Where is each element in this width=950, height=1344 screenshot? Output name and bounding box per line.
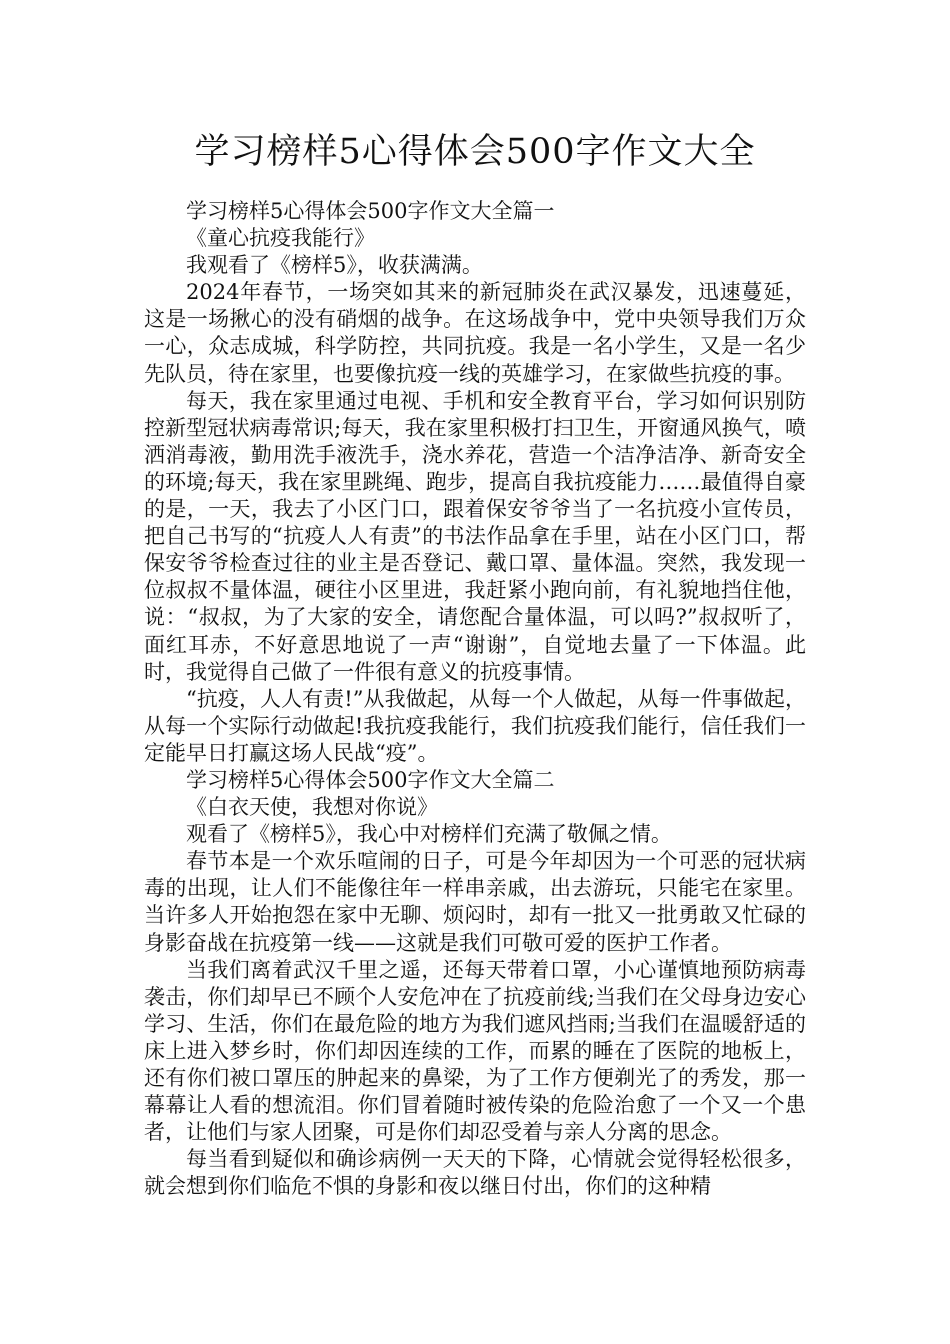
paragraph: 2024年春节，一场突如其来的新冠肺炎在武汉暴发，迅速蔓延，这是一场揪心的没有硝烟的战争。在这场战争中，党中央领导我们万众一心，众志成城，科学防控，共同抗疫。我是一名小学生，又是一名少先队员，待在家里，也要像抗疫一线的英雄学习，在家做些抗疫的事。 xyxy=(144,280,806,386)
paragraph: “抗疫，人人有责!”从我做起，从每一个人做起，从每一件事做起，从每一个实际行动做起!我抗疫我能行，我们抗疫我们能行，信任我们一定能早日打赢这场人民战“疫”。 xyxy=(144,686,806,765)
essay-title-1: 《童心抗疫我能行》 xyxy=(186,226,375,251)
paragraph: 每天，我在家里通过电视、手机和安全教育平台，学习如何识别防控新型冠状病毒常识;每天，我在家里积极打扫卫生，开窗通风换气，喷洒消毒液，勤用洗手液洗手，浇水养花，营造一个洁净洁净、新奇安全的环境;每天，我在家里跳绳、跑步，提高自我抗疫能力……最值得自豪的是，一天，我去了小区门口，跟着保安爷爷当了一名抗疫小宣传员，把自己书写的“抗疫人人有责”的书法作品拿在手里，站在小区门口，帮保安爷爷检查过往的业主是否登记、戴口罩、量体温。突然，我发现一位叔叔不量体温，硬往小区里进，我赶紧小跑向前，有礼貌地挡住他，说：“叔叔，为了大家的安全，请您配合量体温，可以吗?”叔叔听了，面红耳赤，不好意思地说了一声“谢谢”，自觉地去量了一下体温。此时，我觉得自己做了一件很有意义的抗疫事情。 xyxy=(144,388,806,684)
paragraph: 每当看到疑似和确诊病例一天天的下降，心情就会觉得轻松很多，就会想到你们临危不惧的身影和夜以继日付出，你们的这种精 xyxy=(144,1147,806,1199)
document-body xyxy=(144,198,806,1200)
section-heading-2: 学习榜样5心得体会500字作文大全篇二 xyxy=(186,767,555,792)
document-title: 学习榜样5心得体会500字作文大全 xyxy=(194,132,756,172)
paragraph: 当我们离着武汉千里之遥，还每天带着口罩，小心谨慎地预防病毒袭击，你们却早已不顾个人安危冲在了抗疫前线;当我们在父母身边安心学习、生活，你们在最危险的地方为我们遮风挡雨;当我们在温暖舒适的床上进入梦乡时，你们却因连续的工作，而累的睡在了医院的地板上，还有你们被口罩压的肿起来的鼻梁，为了工作方便剃光了的秀发，那一幕幕让人看的想流泪。你们冒着随时被传染的危险治愈了一个又一个患者，让他们与家人团聚，可是你们却忍受着与亲人分离的思念。 xyxy=(144,957,806,1145)
section-heading-1: 学习榜样5心得体会500字作文大全篇一 xyxy=(186,199,555,223)
paragraph: 我观看了《榜样5》，收获满满。 xyxy=(186,253,483,278)
paragraph: 春节本是一个欢乐喧闹的日子，可是今年却因为一个可恶的冠状病毒的出现，让人们不能像往年一样串亲戚，出去游玩，只能宅在家里。当许多人开始抱怨在家中无聊、烦闷时，却有一批又一批勇敢又忙碌的身影奋战在抗疫第一线——这就是我们可敬可爱的医护工作者。 xyxy=(144,849,806,955)
essay-title-2: 《白衣天使，我想对你说》 xyxy=(186,795,438,820)
paragraph: 观看了《榜样5》，我心中对榜样们充满了敬佩之情。 xyxy=(186,822,672,847)
